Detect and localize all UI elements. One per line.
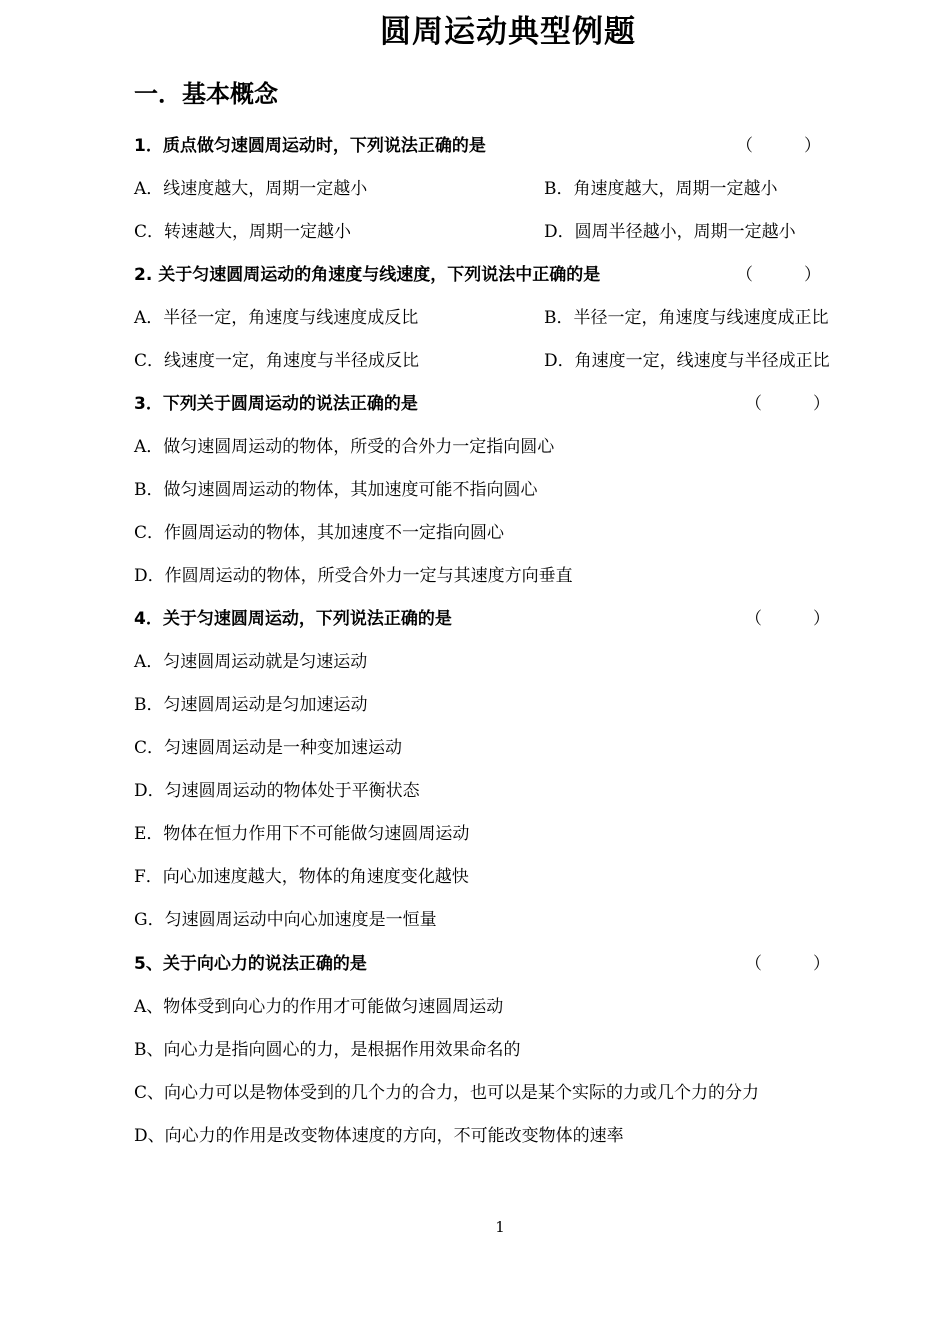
- question-4-option-c: C．匀速圆周运动是一种变加速运动: [134, 738, 403, 758]
- question-1-option-b: B．角速度越大，周期一定越小: [544, 179, 778, 199]
- question-3-option-a: A．做匀速圆周运动的物体，所受的合外力一定指向圆心: [134, 437, 555, 457]
- answer-blank-5: （ ）: [745, 954, 830, 974]
- answer-blank-1: （ ）: [736, 136, 821, 156]
- question-3-option-b: B．做匀速圆周运动的物体，其加速度可能不指向圆心: [134, 480, 538, 500]
- question-2-option-c: C．线速度一定，角速度与半径成反比: [134, 351, 420, 371]
- question-2-option-d: D．角速度一定，线速度与半径成正比: [544, 351, 830, 371]
- question-5-option-a: A、物体受到向心力的作用才可能做匀速圆周运动: [134, 997, 504, 1017]
- section-heading: 一．基本概念: [134, 80, 278, 108]
- question-2-option-a: A．半径一定，角速度与线速度成反比: [134, 308, 419, 328]
- question-4-option-g: G．匀速圆周运动中向心加速度是一恒量: [134, 910, 437, 930]
- document-title: 圆周运动典型例题: [380, 14, 636, 50]
- question-4-option-a: A．匀速圆周运动就是匀速运动: [134, 652, 368, 672]
- question-3-option-d: D．作圆周运动的物体，所受合外力一定与其速度方向垂直: [134, 566, 573, 586]
- question-2-stem: 2. 关于匀速圆周运动的角速度与线速度，下列说法中正确的是: [134, 265, 601, 285]
- question-5-option-b: B、向心力是指向圆心的力，是根据作用效果命名的: [134, 1040, 521, 1060]
- question-1-option-d: D．圆周半径越小，周期一定越小: [544, 222, 796, 242]
- answer-blank-2: （ ）: [736, 265, 821, 285]
- question-4-option-f: F．向心加速度越大，物体的角速度变化越快: [134, 867, 469, 887]
- question-4-stem: 4．关于匀速圆周运动，下列说法正确的是: [134, 609, 452, 629]
- question-5-stem: 5、关于向心力的说法正确的是: [134, 954, 367, 974]
- answer-blank-3: （ ）: [745, 394, 830, 414]
- answer-blank-4: （ ）: [745, 609, 830, 629]
- question-4-option-d: D．匀速圆周运动的物体处于平衡状态: [134, 781, 420, 801]
- page-number: 1: [495, 1218, 505, 1236]
- question-2-option-b: B．半径一定，角速度与线速度成正比: [544, 308, 829, 328]
- question-3-stem: 3．下列关于圆周运动的说法正确的是: [134, 394, 418, 414]
- question-3-option-c: C．作圆周运动的物体，其加速度不一定指向圆心: [134, 523, 505, 543]
- question-4-option-b: B．匀速圆周运动是匀加速运动: [134, 695, 368, 715]
- question-5-option-d: D、向心力的作用是改变物体速度的方向，不可能改变物体的速率: [134, 1126, 624, 1146]
- question-1-stem: 1．质点做匀速圆周运动时，下列说法正确的是: [134, 136, 486, 156]
- question-4-option-e: E．物体在恒力作用下不可能做匀速圆周运动: [134, 824, 470, 844]
- question-1-option-c: C．转速越大，周期一定越小: [134, 222, 352, 242]
- question-5-option-c: C、向心力可以是物体受到的几个力的合力，也可以是某个实际的力或几个力的分力: [134, 1083, 760, 1103]
- question-1-option-a: A．线速度越大，周期一定越小: [134, 179, 368, 199]
